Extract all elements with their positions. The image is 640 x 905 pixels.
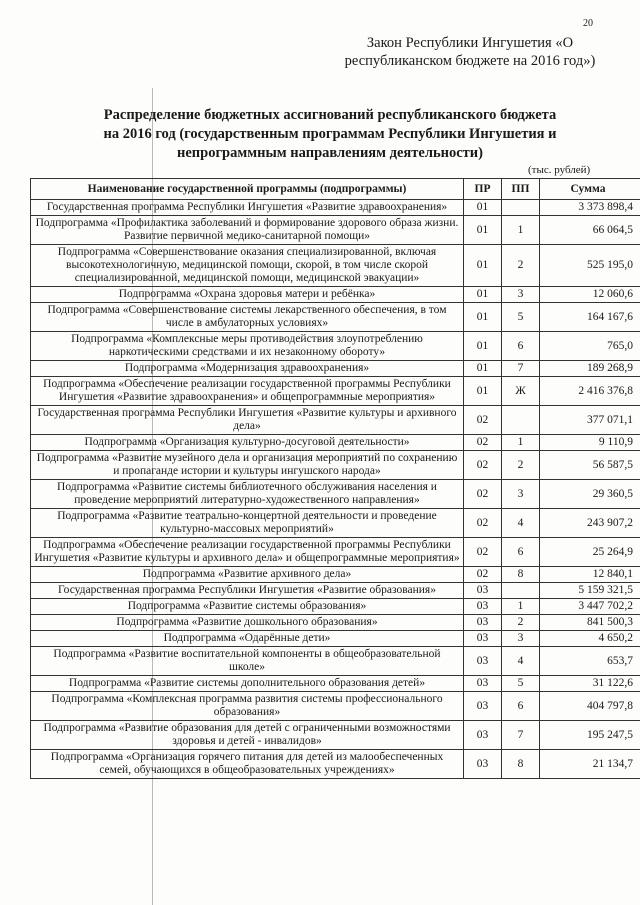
units-label: (тыс. рублей)	[528, 164, 591, 176]
table-row	[31, 406, 640, 435]
table-row	[31, 435, 640, 451]
cell-sum: 4 650,2	[540, 631, 640, 647]
cell-pr: 01	[464, 245, 502, 287]
cell-pp: 6	[502, 538, 540, 567]
cell-program-name: Подпрограмма «Охрана здоровья матери и ребёнка»	[31, 287, 464, 303]
cell-sum: 66 064,5	[540, 216, 640, 245]
cell-pr: 03	[464, 599, 502, 615]
cell-pr: 02	[464, 567, 502, 583]
cell-pr: 01	[464, 200, 502, 216]
cell-pp: 4	[502, 509, 540, 538]
table-row	[31, 583, 640, 599]
cell-pp: 6	[502, 692, 540, 721]
cell-pp	[502, 406, 540, 435]
cell-program-name: Подпрограмма «Одарённые дети»	[31, 631, 464, 647]
cell-pp: 2	[502, 451, 540, 480]
cell-pp: 2	[502, 615, 540, 631]
cell-program-name: Подпрограмма «Совершенствование оказания специализированной, включая высокотехнологичную, медицинской помощи, скорой, в том числе скорой специализированной, медицинской помощи, медицинской эвакуации»	[31, 245, 464, 287]
cell-pp: 3	[502, 631, 540, 647]
document-title	[40, 106, 620, 163]
table-row	[31, 538, 640, 567]
table-row	[31, 615, 640, 631]
cell-pr: 02	[464, 406, 502, 435]
cell-sum: 164 167,6	[540, 303, 640, 332]
header-pp: ПП	[502, 179, 540, 200]
cell-program-name: Подпрограмма «Организация культурно-досуговой деятельности»	[31, 435, 464, 451]
title-line-2: на 2016 год (государственным программам Республики Ингушетия и	[103, 126, 557, 142]
cell-program-name: Подпрограмма «Обеспечение реализации государственной программы Республики Ингушетия «Развитие здравоохранения» и общепрограммные мероприятия»	[31, 377, 464, 406]
cell-pr: 03	[464, 631, 502, 647]
cell-pr: 03	[464, 676, 502, 692]
cell-sum: 525 195,0	[540, 245, 640, 287]
law-header-line-1: Закон Республики Ингушетия «О	[366, 35, 574, 51]
cell-pp: 1	[502, 216, 540, 245]
cell-sum: 765,0	[540, 332, 640, 361]
table-row	[31, 303, 640, 332]
cell-sum: 31 122,6	[540, 676, 640, 692]
cell-sum: 29 360,5	[540, 480, 640, 509]
table-row	[31, 509, 640, 538]
cell-pp: 5	[502, 303, 540, 332]
cell-pr: 01	[464, 303, 502, 332]
cell-pr: 01	[464, 216, 502, 245]
table-row	[31, 721, 640, 750]
table-header-row	[31, 179, 640, 200]
cell-pr: 03	[464, 647, 502, 676]
cell-sum: 12 840,1	[540, 567, 640, 583]
cell-program-name: Подпрограмма «Модернизация здравоохранения»	[31, 361, 464, 377]
cell-pr: 02	[464, 451, 502, 480]
cell-pp: 1	[502, 599, 540, 615]
table-row	[31, 631, 640, 647]
cell-pr: 02	[464, 435, 502, 451]
cell-program-name: Подпрограмма «Обеспечение реализации государственной программы Республики Ингушетия «Развитие культуры и архивного дела» и общепрограммные мероприятия»	[31, 538, 464, 567]
cell-pp: Ж	[502, 377, 540, 406]
cell-pr: 02	[464, 509, 502, 538]
header-name: Наименование государственной программы (подпрограммы)	[31, 179, 464, 200]
cell-pp: 2	[502, 245, 540, 287]
cell-pp: 7	[502, 721, 540, 750]
table-row	[31, 567, 640, 583]
table-row	[31, 599, 640, 615]
cell-pp: 7	[502, 361, 540, 377]
cell-program-name: Подпрограмма «Развитие дошкольного образования»	[31, 615, 464, 631]
cell-program-name: Государственная программа Республики Ингушетия «Развитие здравоохранения»	[31, 200, 464, 216]
table-row	[31, 451, 640, 480]
cell-sum: 2 416 376,8	[540, 377, 640, 406]
cell-program-name: Подпрограмма «Организация горячего питания для детей из малообеспеченных семей, обучающихся в общеобразовательных учреждениях»	[31, 750, 464, 779]
cell-pp: 5	[502, 676, 540, 692]
cell-program-name: Подпрограмма «Развитие системы дополнительного образования детей»	[31, 676, 464, 692]
cell-pr: 03	[464, 583, 502, 599]
cell-sum: 21 134,7	[540, 750, 640, 779]
cell-pp: 6	[502, 332, 540, 361]
page-number: 20	[583, 18, 593, 29]
cell-sum: 653,7	[540, 647, 640, 676]
cell-program-name: Государственная программа Республики Ингушетия «Развитие образования»	[31, 583, 464, 599]
cell-pp: 8	[502, 567, 540, 583]
header-pr: ПР	[464, 179, 502, 200]
table-row	[31, 750, 640, 779]
table-row	[31, 361, 640, 377]
table-row	[31, 692, 640, 721]
law-header-line-2: республиканском бюджете на 2016 год»)	[344, 53, 596, 69]
cell-sum: 3 373 898,4	[540, 200, 640, 216]
title-line-1: Распределение бюджетных ассигнований республиканского бюджета	[103, 107, 557, 123]
cell-pr: 01	[464, 332, 502, 361]
cell-pr: 02	[464, 538, 502, 567]
table-row	[31, 287, 640, 303]
cell-program-name: Подпрограмма «Совершенствование системы лекарственного обеспечения, в том числе в амбулаторных условиях»	[31, 303, 464, 332]
cell-program-name: Подпрограмма «Развитие музейного дела и организация мероприятий по сохранению и пропаганде истории и культуры ингушского народа»	[31, 451, 464, 480]
cell-pp: 8	[502, 750, 540, 779]
cell-sum: 56 587,5	[540, 451, 640, 480]
cell-sum: 404 797,8	[540, 692, 640, 721]
cell-program-name: Подпрограмма «Развитие воспитательной компоненты в общеобразовательной школе»	[31, 647, 464, 676]
cell-pr: 02	[464, 480, 502, 509]
cell-sum: 3 447 702,2	[540, 599, 640, 615]
table-row	[31, 200, 640, 216]
law-header	[330, 34, 610, 70]
cell-sum: 243 907,2	[540, 509, 640, 538]
cell-pr: 03	[464, 721, 502, 750]
cell-pr: 01	[464, 377, 502, 406]
cell-program-name: Подпрограмма «Профилактика заболеваний и формирование здорового образа жизни. Развитие первичной медико-санитарной помощи»	[31, 216, 464, 245]
cell-pr: 01	[464, 361, 502, 377]
cell-pr: 03	[464, 750, 502, 779]
table-row	[31, 332, 640, 361]
table-row	[31, 377, 640, 406]
cell-sum: 377 071,1	[540, 406, 640, 435]
cell-program-name: Государственная программа Республики Ингушетия «Развитие культуры и архивного дела»	[31, 406, 464, 435]
cell-sum: 25 264,9	[540, 538, 640, 567]
cell-program-name: Подпрограмма «Развитие системы образования»	[31, 599, 464, 615]
cell-pp: 1	[502, 435, 540, 451]
budget-table	[30, 178, 640, 779]
cell-sum: 5 159 321,5	[540, 583, 640, 599]
cell-sum: 189 268,9	[540, 361, 640, 377]
cell-program-name: Подпрограмма «Развитие системы библиотечного обслуживания населения и проведение мероприятий литературно-художественного направления»	[31, 480, 464, 509]
cell-pr: 03	[464, 615, 502, 631]
cell-program-name: Подпрограмма «Развитие архивного дела»	[31, 567, 464, 583]
cell-sum: 195 247,5	[540, 721, 640, 750]
cell-program-name: Подпрограмма «Развитие образования для детей с ограниченными возможностями здоровья и детей - инвалидов»	[31, 721, 464, 750]
cell-sum: 12 060,6	[540, 287, 640, 303]
cell-pp: 3	[502, 480, 540, 509]
table-row	[31, 647, 640, 676]
cell-pp	[502, 200, 540, 216]
cell-pp: 4	[502, 647, 540, 676]
cell-program-name: Подпрограмма «Комплексные меры противодействия злоупотреблению наркотическими средствами и их незаконному обороту»	[31, 332, 464, 361]
cell-sum: 9 110,9	[540, 435, 640, 451]
cell-program-name: Подпрограмма «Комплексная программа развития системы профессионального образования»	[31, 692, 464, 721]
title-line-3: непрограммным направлениям деятельности)	[177, 145, 483, 161]
cell-pp	[502, 583, 540, 599]
cell-pr: 03	[464, 692, 502, 721]
header-sum: Сумма	[540, 179, 640, 200]
table-body	[31, 200, 640, 779]
table-row	[31, 676, 640, 692]
cell-program-name: Подпрограмма «Развитие театрально-концертной деятельности и проведение культурно-массовых мероприятий»	[31, 509, 464, 538]
table-row	[31, 480, 640, 509]
cell-pr: 01	[464, 287, 502, 303]
table-row	[31, 245, 640, 287]
cell-sum: 841 500,3	[540, 615, 640, 631]
table-row	[31, 216, 640, 245]
cell-pp: 3	[502, 287, 540, 303]
